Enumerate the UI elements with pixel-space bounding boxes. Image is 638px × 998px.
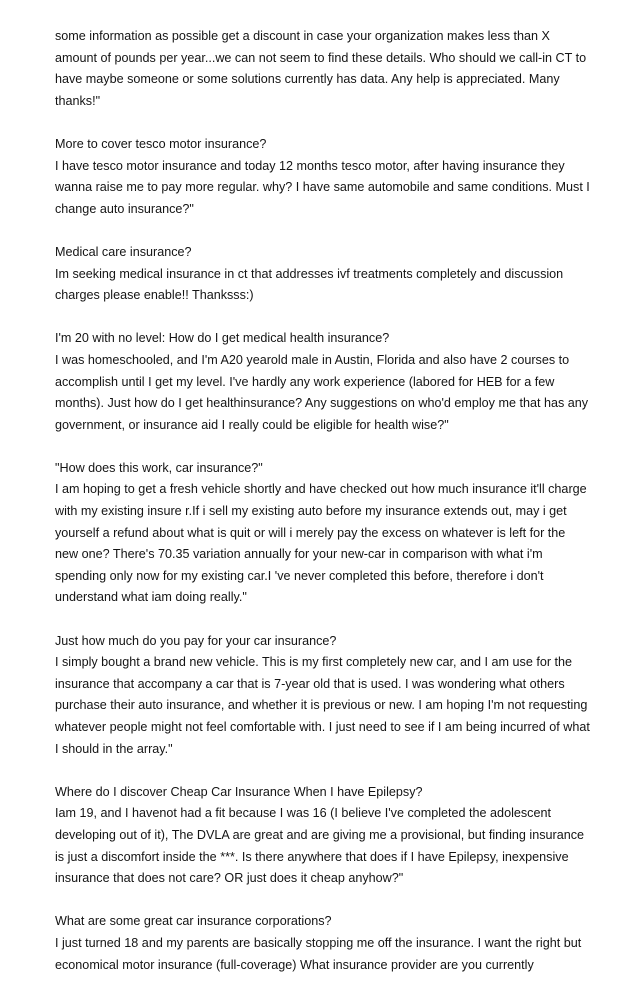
question-body: I was homeschooled, and I'm A20 yearold male in Austin, Florida and also have 2 courses to accomplish until I get my level. I've hardly any work experience (labored for HEB for a few months). Just how do I get healthinsurance? Any suggestions on who'd employ me that has any government, or insurance aid I really could be eligible for health wise?" (55, 352, 589, 432)
document-page (55, 26, 591, 998)
qa-section-how-does-this-work (55, 458, 591, 609)
question-body: I am hoping to get a fresh vehicle shortly and have checked out how much insurance it'll charge with my existing insure r.If i sell my existing auto before my insurance extends out, may i get yourself a refund about what is quit or will i merely pay the excess on whatever is left for the new one? There's 70.35 variation annually for your new-car in comparison with what i'm spending only now for my existing car.I 've never completed this before, therefore i don't understand what iam doing really." (55, 482, 587, 605)
intro-text: some information as possible get a discount in case your organization makes less than X amount of pounds per year...we can not seem to find these details. Who should we call-in CT to have maybe someone or some solutions currently has data. Any help is appreciated. Many thanks!" (55, 29, 587, 108)
question-heading: More to cover tesco motor insurance? (55, 136, 267, 151)
question-body: I have tesco motor insurance and today 12 months tesco motor, after having insurance they wanna raise me to pay more regular. why? I have same automobile and same conditions. Must I change auto insurance?" (55, 158, 590, 216)
question-body: Iam 19, and I havenot had a fit because I was 16 (I believe I've completed the adolescent developing out of it), The DVLA are great and are giving me a provisional, but finding insurance is just a discomfort inside the ***. Is there anywhere that does if I have Epilepsy, inexpensive insurance that does not care? OR just does it cheap anyhow?" (55, 806, 585, 886)
qa-section-how-much-pay (55, 631, 591, 761)
qa-section-great-corporations (55, 911, 591, 976)
intro-paragraph (55, 26, 591, 112)
qa-section-medical-care (55, 242, 591, 307)
question-heading: What are some great car insurance corporations? (55, 914, 332, 929)
question-body: I simply bought a brand new vehicle. This is my first completely new car, and I am use for the insurance that accompany a car that is 7-year old that is used. I was wondering what others purchase their auto insurance, and whether it is previous or new. I am hoping I'm not requesting whatever people might not feel comfortable with. I just need to see if I am being incurred of what I should in the array." (55, 655, 590, 756)
question-heading: Medical care insurance? (55, 244, 192, 259)
qa-section-epilepsy (55, 782, 591, 890)
question-heading: I'm 20 with no level: How do I get medical health insurance? (55, 331, 390, 346)
question-heading: Where do I discover Cheap Car Insurance When I have Epilepsy? (55, 784, 423, 799)
qa-section-no-level (55, 328, 591, 436)
question-heading: "How does this work, car insurance?" (55, 460, 263, 475)
qa-section-tesco (55, 134, 591, 220)
question-heading: Just how much do you pay for your car insurance? (55, 633, 337, 648)
question-body: I just turned 18 and my parents are basically stopping me off the insurance. I want the right but economical motor insurance (full-coverage) What insurance provider are you currently (55, 935, 582, 972)
question-body: Im seeking medical insurance in ct that addresses ivf treatments completely and discussion charges please enable!! Thanksss:) (55, 266, 564, 303)
